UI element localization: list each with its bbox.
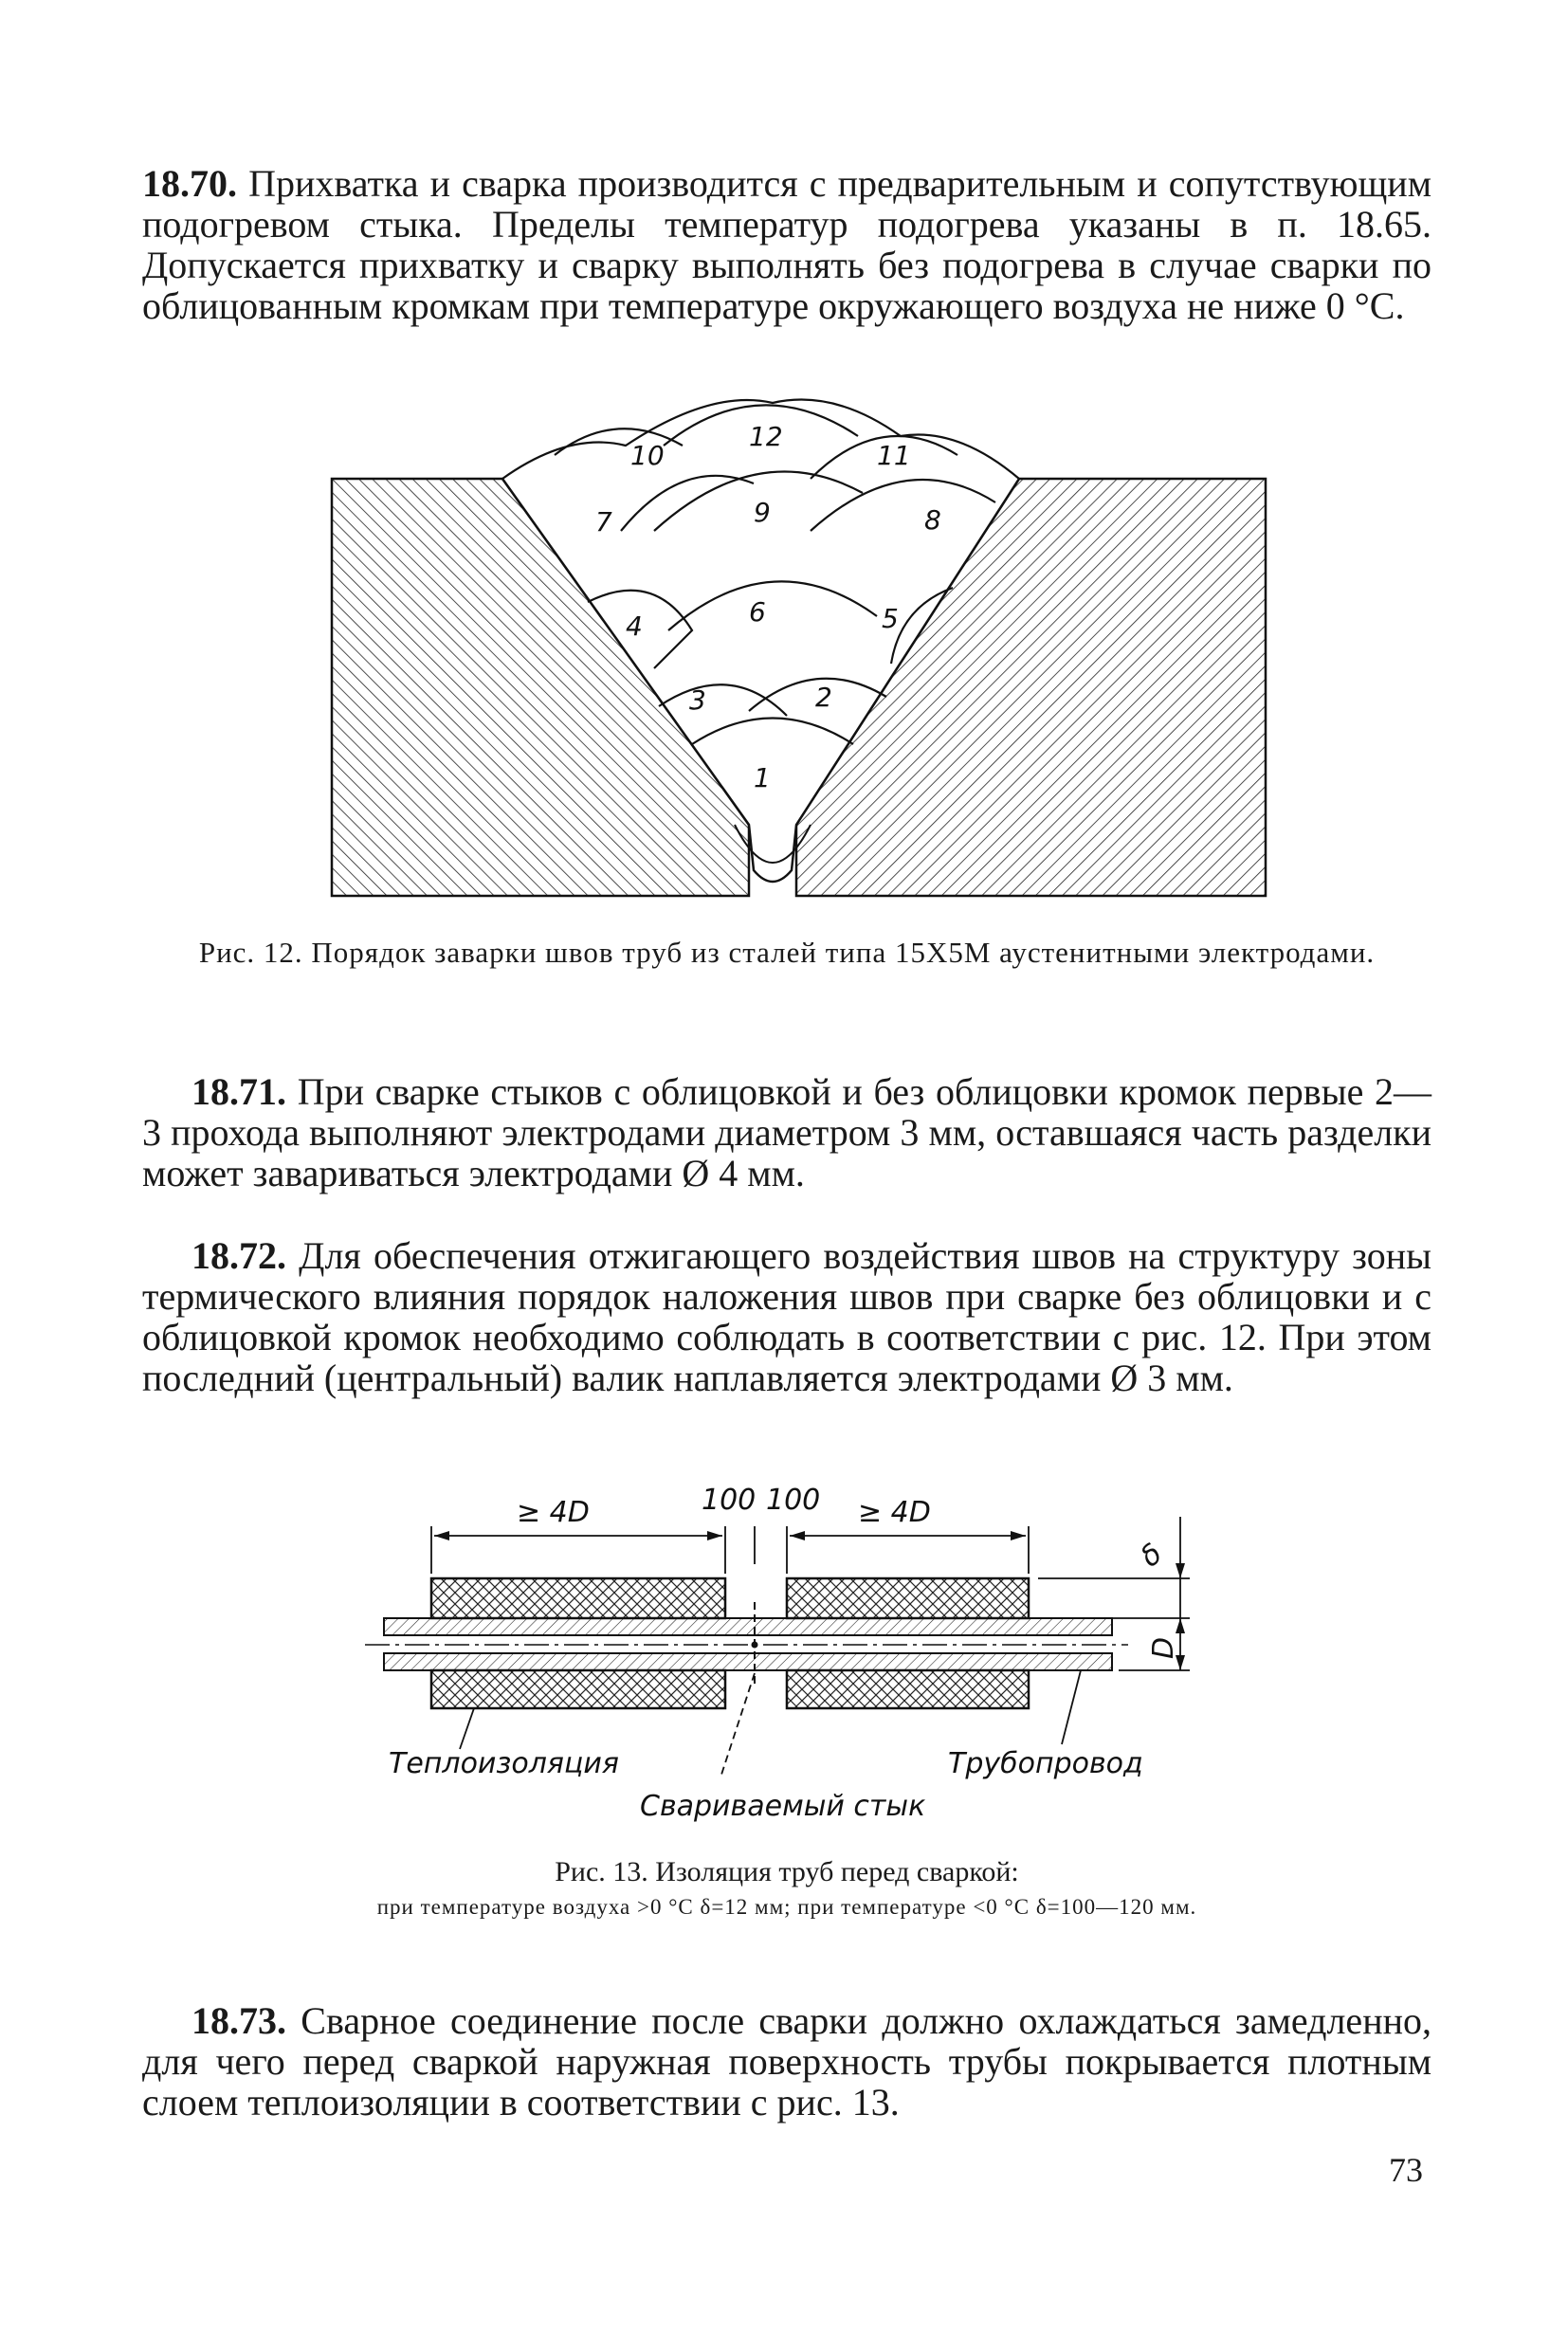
figure-13-caption-detail: при температуре воздуха >0 °С δ=12 мм; при температуре <0 °С δ=100—120 мм.: [376, 1895, 1197, 1919]
insulation-top-left: [431, 1578, 725, 1618]
paragraph-number: 18.73.: [191, 1999, 286, 2042]
leader-insulation: [460, 1708, 474, 1749]
figure-13-pipe-insulation: [351, 1479, 1223, 1839]
bead-label-11: 11: [877, 440, 911, 471]
bead-label-6: 6: [749, 596, 766, 628]
bead-label-2: 2: [815, 682, 832, 713]
paragraph-text: При сварке стыков с облицовкой и без облицовки кромок первые 2—3 прохода выполняют электродами диаметром 3 мм, оставшаяся часть разделки может завариваться электродами Ø 4 мм.: [142, 1070, 1431, 1194]
paragraph-text: Для обеспечения отжигающего воздействия швов на структуру зоны термического влияния порядок наложения швов при сварке без облицовки и с облицовкой кромок необходимо соблюдать в соответствии с рис. 12. При этом последний (центральный) валик наплавляется электродами Ø 3 мм.: [142, 1234, 1431, 1399]
bead-label-9: 9: [754, 497, 771, 528]
dim-right-label: ≥ 4D: [858, 1496, 931, 1529]
dim-gap-right-label: 100: [766, 1484, 821, 1517]
pipe-wall-top: [384, 1618, 1112, 1635]
bead-label-10: 10: [630, 440, 665, 471]
figure-13-caption-title: Рис. 13. Изоляция труб перед сваркой:: [555, 1856, 1019, 1887]
dim-D-label: D: [1147, 1636, 1180, 1659]
figure-12-weld-order: [322, 384, 1280, 901]
label-pipe: Трубопровод: [948, 1747, 1143, 1780]
pipe-wall-bottom: [384, 1653, 1112, 1670]
paragraph-18-70: [142, 163, 1431, 326]
bead-label-5: 5: [882, 603, 899, 634]
insulation-bottom-right: [787, 1670, 1029, 1708]
paragraph-number: 18.72.: [191, 1234, 286, 1277]
paragraph-text: Сварное соединение после сварки должно охлаждаться замедленно, для чего перед сваркой наружная поверхность трубы покрывается плотным слоем теплоизоляции в соответствии с рис. 13.: [142, 1999, 1432, 2123]
bead-label-1: 1: [754, 762, 771, 793]
paragraph-18-72: [142, 1235, 1431, 1398]
figure-12-caption: Рис. 12. Порядок заварки швов труб из сталей типа 15Х5М аустенитными электродами.: [198, 936, 1376, 969]
dim-delta-label: δ: [1134, 1537, 1169, 1575]
bead-label-12: 12: [749, 421, 783, 452]
paragraph-number: 18.70.: [142, 162, 237, 205]
bead-label-7: 7: [595, 506, 612, 538]
dim-left-label: ≥ 4D: [517, 1496, 590, 1529]
paragraph-18-73: [142, 2000, 1431, 2123]
insulation-bottom-left: [431, 1670, 725, 1708]
dim-gap-left-label: 100: [702, 1484, 757, 1517]
leader-pipe: [1062, 1670, 1081, 1744]
insulation-top-right: [787, 1578, 1029, 1618]
page-number: 73: [1389, 2151, 1423, 2189]
paragraph-18-71: [142, 1071, 1431, 1194]
paragraph-text: Прихватка и сварка производится с предварительным и сопутствующим подогревом стыка. Пределы температур подогрева указаны в п. 18.65. Допускается прихватку и сварку выполнять без подогрева в случае сварки по облицованным кромкам при температуре окружающего воздуха не ниже 0 °С.: [142, 162, 1432, 327]
paragraph-number: 18.71.: [191, 1070, 286, 1113]
bead-label-8: 8: [924, 504, 941, 536]
label-welded-joint: Свариваемый стык: [640, 1790, 926, 1823]
bead-label-3: 3: [689, 684, 706, 716]
bead-label-4: 4: [626, 611, 643, 642]
label-insulation: Теплоизоляция: [389, 1747, 619, 1780]
